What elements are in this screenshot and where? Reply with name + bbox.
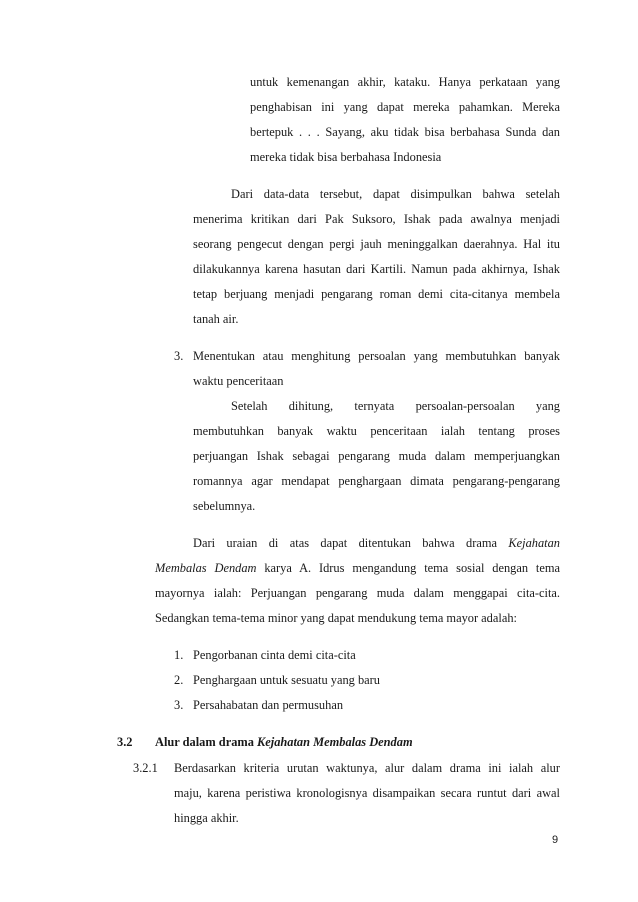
- para1-line-1: Dari data-data tersebut, dapat disimpulkan bahwa setelah: [231, 187, 560, 201]
- section-title-text: Alur dalam drama: [155, 735, 257, 749]
- para3-l2-italic: Membalas Dendam: [155, 561, 257, 575]
- para3-line-2: [155, 560, 560, 576]
- subsection-line-3: hingga akhir.: [174, 811, 239, 825]
- para3-l2-text: karya A. Idrus mengandung tema sosial dengan tema: [256, 561, 560, 575]
- para3-line-1: [193, 535, 560, 551]
- para3-line-3: mayornya ialah: Perjuangan pengarang muda dalam menggapai cita-cita.: [155, 586, 560, 600]
- para1-line-3: seorang pengecut dengan pergi jauh meninggalkan daerahnya. Hal itu: [193, 237, 560, 251]
- para1-line-4: dilakukannya karena hasutan dari Kartili. Namun pada akhirnya, Ishak: [193, 262, 560, 276]
- quote-line-3: bertepuk . . . Sayang, aku tidak bisa berbahasa Sunda dan: [250, 125, 560, 139]
- quote-line-4: mereka tidak bisa berbahasa Indonesia: [250, 150, 442, 164]
- minor-list-item-2: Penghargaan untuk sesuatu yang baru: [193, 673, 380, 687]
- para3-l1-text: Dari uraian di atas dapat ditentukan bahwa drama: [193, 536, 509, 550]
- quote-line-2: penghabisan ini yang dapat mereka pahamkan. Mereka: [250, 100, 560, 114]
- subsection-line-2: maju, karena peristiwa kronologisnya disampaikan secara runtut dari awal: [174, 786, 560, 800]
- section-title: [155, 734, 413, 750]
- section-title-italic: Kejahatan Membalas Dendam: [257, 735, 413, 749]
- para2-line-3: perjuangan Ishak sebagai pengarang muda dalam memperjuangkan: [193, 449, 560, 463]
- minor-list-num-3: 3.: [174, 698, 184, 712]
- minor-list-item-3: Persahabatan dan permusuhan: [193, 698, 344, 712]
- item3-line-1: Menentukan atau menghitung persoalan yang membutuhkan banyak: [193, 349, 560, 363]
- subsection-line-1: Berdasarkan kriteria urutan waktunya, alur dalam drama ini ialah alur: [174, 761, 560, 775]
- page-number: 9: [552, 834, 559, 846]
- para2-line-2: membutuhkan banyak waktu penceritaan ialah tentang proses: [193, 424, 560, 438]
- para2-line-4: romannya agar mendapat penghargaan dimata pengarang-pengarang: [193, 474, 560, 488]
- para1-line-6: tanah air.: [193, 312, 239, 326]
- section-number: 3.2: [117, 735, 133, 749]
- minor-list-num-1: 1.: [174, 648, 184, 662]
- para3-line-4: Sedangkan tema-tema minor yang dapat mendukung tema mayor adalah:: [155, 611, 517, 625]
- item3-line-2: waktu penceritaan: [193, 374, 284, 388]
- minor-list-item-1: Pengorbanan cinta demi cita-cita: [193, 648, 356, 662]
- para1-line-5: tetap berjuang menjadi pengarang roman demi cita-citanya membela: [193, 287, 560, 301]
- para2-line-5: sebelumnya.: [193, 499, 256, 513]
- para1-line-2: menerima kritikan dari Pak Suksoro, Ishak pada awalnya menjadi: [193, 212, 560, 226]
- item3-number: 3.: [174, 349, 184, 363]
- quote-line-1: untuk kemenangan akhir, kataku. Hanya perkataan yang: [250, 75, 560, 89]
- para3-l1-italic: Kejahatan: [508, 536, 560, 550]
- minor-list-num-2: 2.: [174, 673, 184, 687]
- subsection-number: 3.2.1: [133, 761, 158, 775]
- para2-line-1: Setelah dihitung, ternyata persoalan-persoalan yang: [231, 399, 560, 413]
